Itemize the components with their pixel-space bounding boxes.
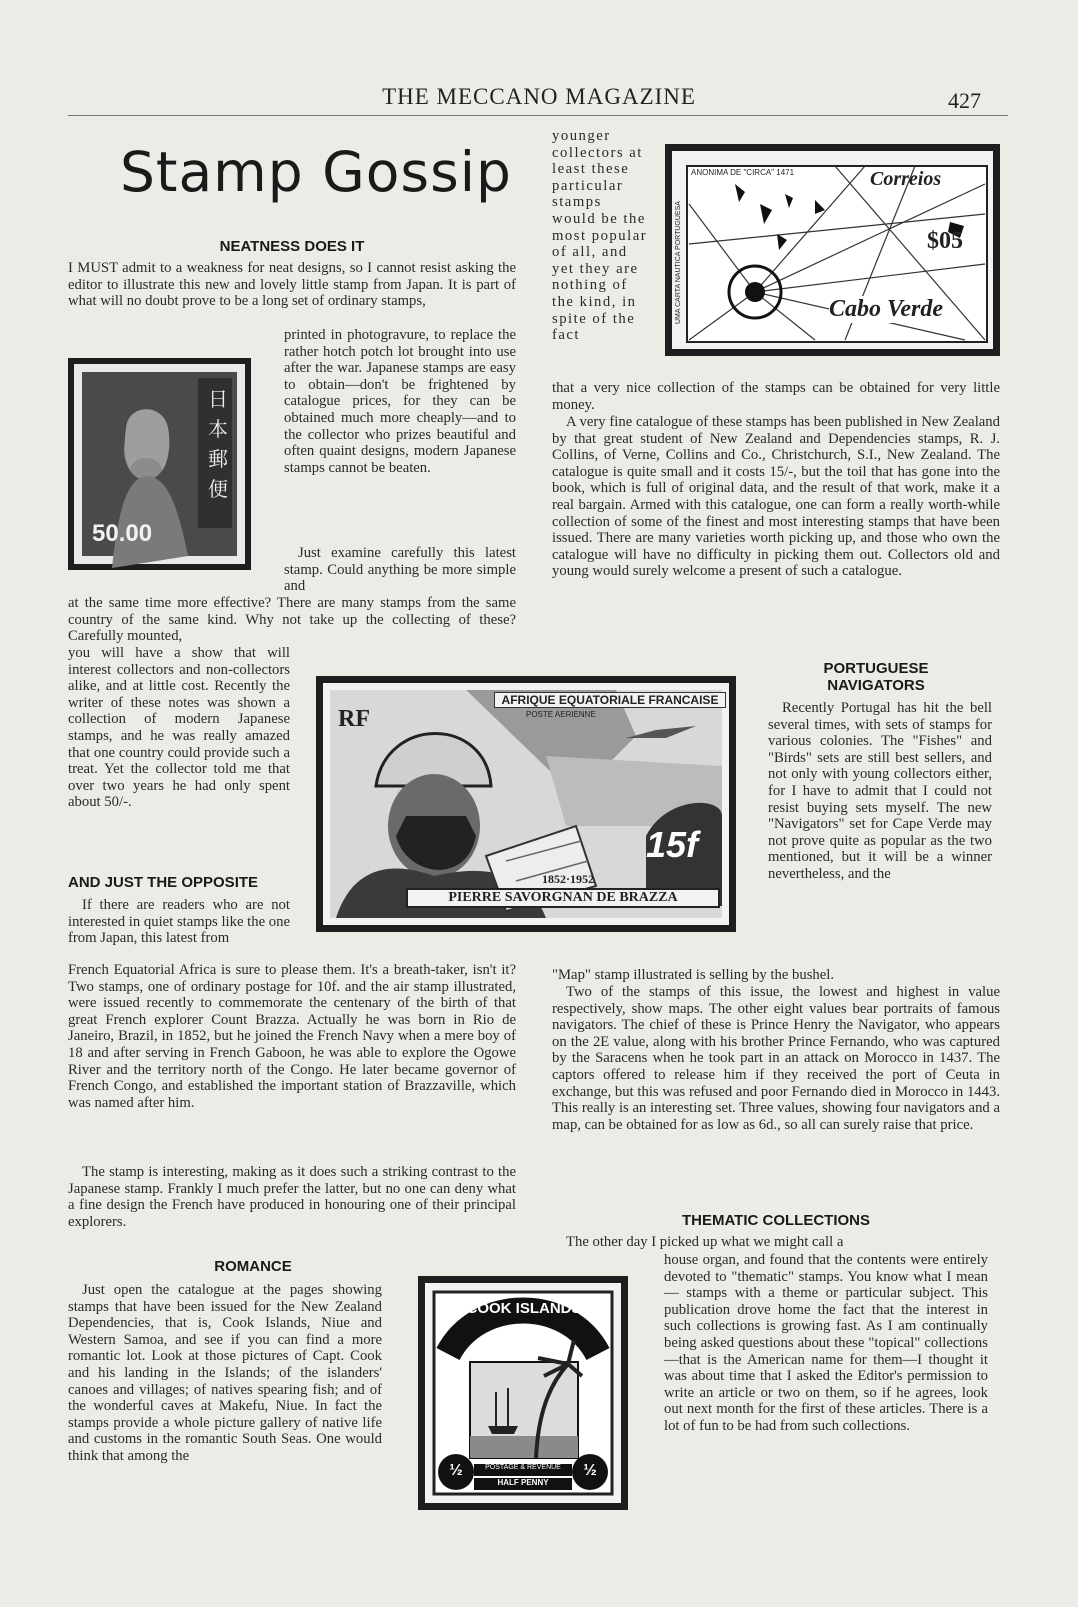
romance-para1-end: that a very nice collection of the stamps can be obtained for very little money. bbox=[552, 380, 1000, 413]
cook-islands-stamp-postage: POSTAGE & REVENUE bbox=[485, 1464, 561, 1471]
cook-islands-stamp-numeral-left: ½ bbox=[449, 1462, 463, 1479]
neatness-para2-cont: at the same time more effective? There are many stamps from the same country of the same kind. Why not take up the collecting of these? Carefully mounted, bbox=[68, 595, 516, 645]
thematic-para1-first: The other day I picked up what we might call a bbox=[566, 1234, 844, 1250]
portuguese-para2: Two of the stamps of this issue, the lowest and highest in value respectively, show maps. The other eight values bear portraits of famous navigators. The chief of these is Prince Henry the Navigator, who appears on the 2E value, along with his brother Prince Fernando, who was captured by the Saracens when he took part in an attack on Morocco in 1437. The captors offered to release him if they received the port of Ceuta in exchange, but this was refused and poor Fernando died in Morocco in 1443. This really is an interesting set. Three values, showing four navigators and a map, can be obtained for as low as 6d., so all can surely raise that price. bbox=[552, 984, 1000, 1133]
cape-verde-stamp bbox=[665, 144, 1000, 356]
aef-stamp-dates: 1852·1952 bbox=[542, 872, 595, 886]
cook-islands-stamp-value: HALF PENNY bbox=[497, 1478, 549, 1487]
romance-para1: Just open the catalogue at the pages showing stamps that have been issued for the New Zealand Dependencies, that is, Cook Islands, Niue and Western Samoa, and see if you can find a more romantic lot. Look at those pictures of Capt. Cook and his landing in the Islands; of the islanders' canoes and villages; of natives spearing fish; and of the wonderful caves at Makefu, Niue. In fact the stamps provide a whole picture gallery of native life and customs in the romantic South Seas. One would think that among the bbox=[68, 1282, 382, 1464]
neatness-para2-end: you will have a show that will interest collectors and non-collectors alike, and at little cost. Recently the writer of these notes was shown a collection of modern Japanese stamps, and he was really amazed that one country could provide such a treat. Yet the collector told me that over two years he had only spent about 50/-. bbox=[68, 645, 290, 811]
thematic-para1: house organ, and found that the contents were entirely devoted to "thematic" stamps. You know what I mean — stamps with a theme or particular subject. This publication drove home the fact that the interest in such collections is growing fast. As I am continually being asked questions about these "topical" collections—that is the American name for them—I thought it was about time that I asked the Editor's permission to write an article or two on them, so if he agrees, look out next month for the first of these articles. There is a lot of fun to be had from such collections. bbox=[664, 1252, 988, 1434]
japan-stamp bbox=[68, 358, 251, 570]
cape-verde-stamp-top: ANONIMA DE "CIRCA" 1471 bbox=[691, 168, 795, 177]
cook-islands-stamp-name: COOK ISLANDS bbox=[466, 1300, 582, 1317]
opposite-para1-cont: French Equatorial Africa is sure to please them. It's a breath-taker, isn't it? Two stamps, one of ordinary postage for 10f. and the air stamp illustrated, were issued recently to commemorate the centenary of the birth of that great French explorer Count Brazza. Actually he was born in Rio de Janeiro, Brazil, in 1852, but he joined the French Navy when a mere boy of 18 and after serving in French Gaboon, he was able to explore the Ogowe River and the territory north of the Congo. He later became governor of French Congo, and established the important station of Brazzaville, which was named after him. bbox=[68, 962, 516, 1111]
aef-stamp-value: 15f bbox=[646, 824, 699, 865]
heading-neatness: NEATNESS DOES IT bbox=[219, 238, 365, 255]
aef-stamp-top: AFRIQUE EQUATORIALE FRANCAISE bbox=[494, 692, 726, 708]
heading-romance: ROMANCE bbox=[214, 1258, 292, 1275]
aef-stamp-rf: RF bbox=[338, 706, 370, 732]
opposite-para1: If there are readers who are not interested in quiet stamps like the one from Japan, this latest from bbox=[68, 897, 290, 947]
japan-stamp-kanji: 日本郵便 bbox=[208, 387, 228, 501]
aef-stamp-sub: POSTE AERIENNE bbox=[526, 710, 596, 719]
header-rule bbox=[68, 115, 1008, 116]
portuguese-para1-cont: "Map" stamp illustrated is selling by the bushel. bbox=[552, 967, 835, 983]
neatness-para1-cont: printed in photogravure, to replace the rather hotch potch lot brought into use after the war. Japanese stamps are easy to obtain—don't be frightened by catalogue prices, for they can be obtained much more cheaply—and to the collector who prizes beautiful and often quaint designs, modern Japanese stamps cannot be beaten. bbox=[284, 327, 516, 476]
cape-verde-stamp-value: $05 bbox=[927, 228, 963, 254]
romance-para1-cont: younger collectors at least these particular stamps would be the most popular of all, and yet they are nothing of the kind, in spite of the fact bbox=[552, 128, 648, 344]
running-head: THE MECCANO MAGAZINE bbox=[382, 84, 696, 109]
aef-stamp-name: PIERRE SAVORGNAN DE BRAZZA bbox=[406, 888, 720, 908]
article-title: Stamp Gossip bbox=[120, 140, 512, 204]
japan-stamp-value: 50.00 bbox=[92, 520, 153, 547]
heading-portuguese-1: PORTUGUESE bbox=[823, 660, 929, 677]
romance-para2: A very fine catalogue of these stamps has been published in New Zealand by that great student of New Zealand and Dependencies stamps, R. J. Collins, of Verne, Collins and Co., Christchurch, S.I., New Zealand. The catalogue is quite small and it costs 15/-, but the toil that has gone into the book, which is full of original data, and the result of that work, make it a real bargain. Armed with this catalogue, one can form a really worth-while collection of some of the finest and most interesting stamps that have been issued. There are many varieties worth picking up, and those who own the catalogue will have no difficulty in picking them out. Collectors old and young would surely welcome a present of such a catalogue. bbox=[552, 414, 1000, 580]
aef-stamp bbox=[316, 676, 736, 932]
heading-opposite: AND JUST THE OPPOSITE bbox=[68, 874, 259, 891]
heading-portuguese-2: NAVIGATORS bbox=[827, 677, 925, 694]
portuguese-para1: Recently Portugal has hit the bell several times, with sets of stamps for various colonies. The "Fishes" and "Birds" sets are still best sellers, and not only with young collectors either, for I have to admit that I could not resist buying sets myself. The new "Navigators" set for Cape Verde may not prove quite as popular as the two mentioned, but it will be a winner nevertheless, and the bbox=[768, 700, 992, 882]
neatness-para2: Just examine carefully this latest stamp. Could anything be more simple and bbox=[284, 545, 516, 595]
opposite-para2: The stamp is interesting, making as it does such a striking contrast to the Japanese stamp. Frankly I much prefer the latter, but no one can deny what a fine design the French have produced in honouring one of their principal explorers. bbox=[68, 1164, 516, 1230]
cape-verde-stamp-correios: Correios bbox=[870, 168, 942, 190]
page-number: 427 bbox=[948, 88, 981, 113]
cape-verde-stamp-country: Cabo Verde bbox=[829, 296, 943, 322]
heading-thematic: THEMATIC COLLECTIONS bbox=[681, 1212, 871, 1229]
cape-verde-stamp-side bbox=[675, 310, 682, 324]
cook-islands-stamp-numeral-right: ½ bbox=[583, 1462, 597, 1479]
cook-islands-stamp bbox=[418, 1276, 628, 1510]
neatness-para1: I MUST admit to a weakness for neat designs, so I cannot resist asking the editor to illustrate this new and lovely little stamp from Japan. It is part of what will no doubt prove to be a long set of ordinary stamps, bbox=[68, 260, 516, 310]
